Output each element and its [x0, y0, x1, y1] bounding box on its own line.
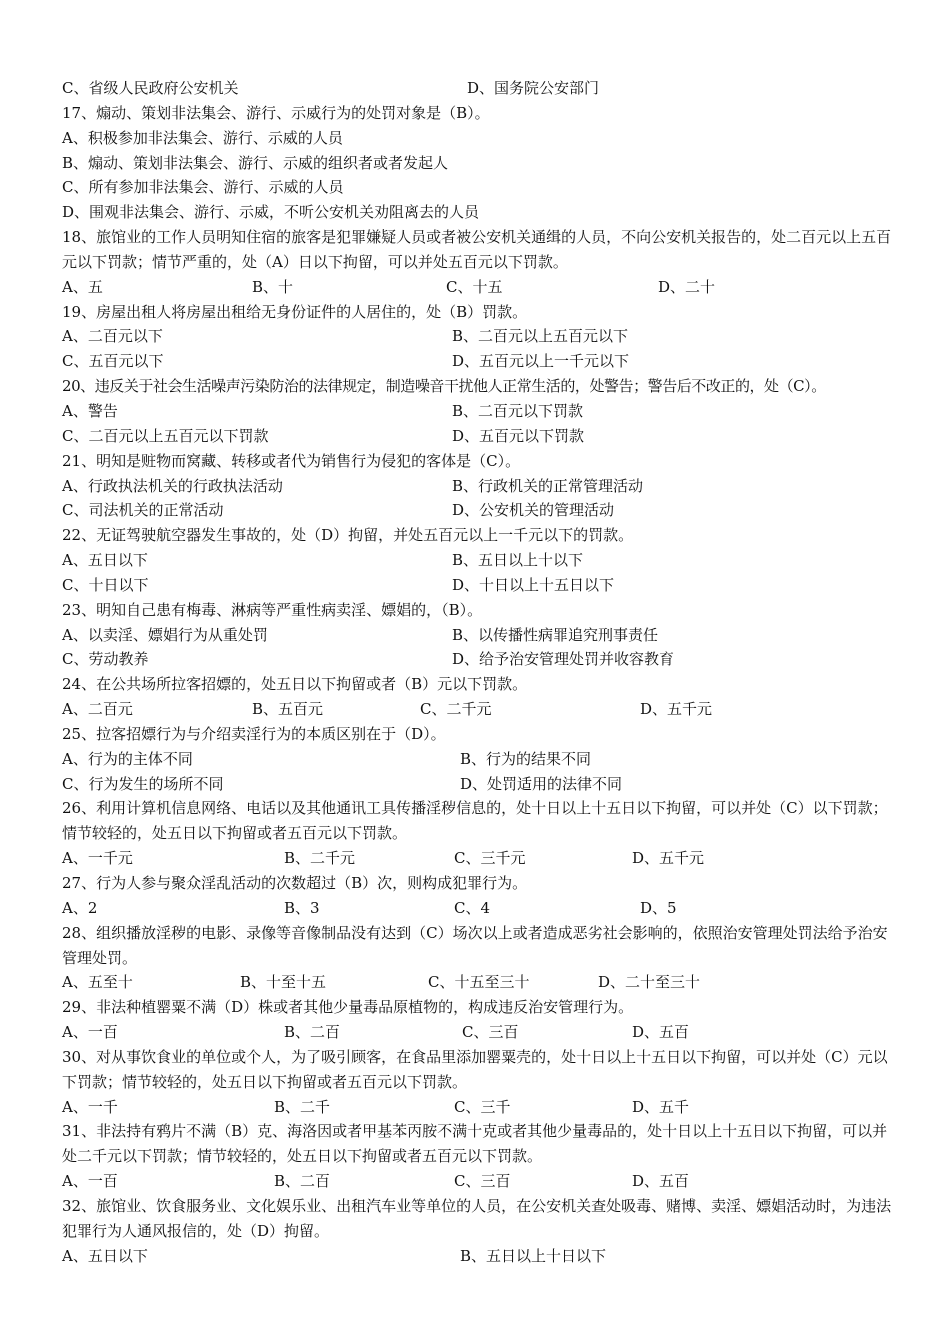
option-a: A、积极参加非法集会、游行、示威的人员 — [62, 128, 343, 147]
option-a: A、一千 — [62, 1097, 118, 1116]
options-row — [62, 573, 894, 598]
option-b: B、五日以上十以下 — [452, 551, 584, 570]
option-a: A、一百 — [62, 1023, 118, 1042]
options-row — [62, 474, 894, 499]
question-stem: 23、明知自己患有梅毒、淋病等严重性病卖淫、嫖娼的，（B）。 — [62, 600, 483, 619]
question-stem: 29、非法种植罂粟不满（D）株或者其他少量毒品原植物的，构成违反治安管理行为。 — [62, 998, 634, 1017]
options-row — [62, 623, 894, 648]
option-a: A、五日以下 — [62, 1246, 148, 1265]
question-stem: 27、行为人参与聚众淫乱活动的次数超过（B）次，则构成犯罪行为。 — [62, 874, 528, 892]
question-stem: 17、煽动、策划非法集会、游行、示威行为的处罚对象是（B）。 — [62, 103, 490, 122]
option-b: B、二千 — [274, 1097, 331, 1116]
option-b: B、行政机关的正常管理活动 — [452, 476, 644, 495]
options-row — [62, 846, 894, 871]
option-d: D、二十至三十 — [598, 973, 701, 992]
options-row — [62, 896, 894, 921]
options-row — [62, 697, 894, 722]
option-c: C、省级人民政府公安机关 — [62, 79, 239, 97]
option-b: B、五百元 — [252, 700, 324, 719]
options-row — [62, 772, 894, 797]
option-d: D、五百元以上一千元以下 — [452, 352, 630, 371]
option-c: C、三千元 — [454, 849, 526, 868]
options-row — [62, 399, 894, 424]
option-c: C、五百元以下 — [62, 352, 164, 371]
options-row — [62, 324, 894, 349]
option-c: C、行为发生的场所不同 — [62, 774, 224, 793]
question-stem: 25、拉客招嫖行为与介绍卖淫行为的本质区别在于（D）。 — [62, 724, 446, 743]
options-row — [62, 424, 894, 449]
option-b: B、十 — [252, 277, 294, 296]
option-c: C、4 — [454, 898, 491, 917]
question-stem: 22、无证驾驶航空器发生事故的，处（D）拘留，并处五百元以上一千元以下的罚款。 — [62, 526, 634, 545]
option-c: C、十五至三十 — [428, 973, 530, 992]
options-row — [62, 349, 894, 374]
option-b: B、二百元以下罚款 — [452, 401, 584, 420]
question-stem: 26、利用计算机信息网络、电话以及其他通讯工具传播淫秽信息的，处十日以上十五日以下拘留，可以并处（C）以下罚款；情节较轻的，处五日以下拘留或者五百元以下罚款。 — [62, 799, 888, 843]
option-d: D、五千元 — [632, 849, 705, 868]
options-row — [62, 76, 894, 101]
option-c: C、三千 — [454, 1097, 511, 1116]
option-c: C、司法机关的正常活动 — [62, 501, 224, 520]
option-d: D、处罚适用的法律不同 — [460, 774, 623, 793]
option-a: A、行政执法机关的行政执法活动 — [62, 476, 283, 495]
option-c: C、所有参加非法集会、游行、示威的人员 — [62, 178, 344, 197]
question-stem: 28、组织播放淫秽的电影、录像等音像制品没有达到（C）场次以上或者造成恶劣社会影响的，依照治安管理处罚法给予治安管理处罚。 — [62, 923, 888, 967]
option-a: A、二百元 — [62, 700, 133, 719]
option-c: C、三百 — [462, 1023, 519, 1042]
option-d: D、五百 — [632, 1023, 690, 1042]
option-d: D、5 — [640, 898, 677, 917]
question-stem: 24、在公共场所拉客招嫖的，处五日以下拘留或者（B）元以下罚款。 — [62, 675, 528, 694]
option-a: A、一百 — [62, 1172, 118, 1191]
option-c: C、二百元以上五百元以下罚款 — [62, 426, 269, 445]
option-d: D、国务院公安部门 — [467, 79, 600, 97]
option-a: A、二百元以下 — [62, 327, 163, 346]
question-stem: 21、明知是赃物而窝藏、转移或者代为销售行为侵犯的客体是（C）。 — [62, 451, 521, 470]
option-b: B、二千元 — [284, 849, 356, 868]
options-row — [62, 747, 894, 772]
question-stem: 18、旅馆业的工作人员明知住宿的旅客是犯罪嫌疑人员或者被公安机关通缉的人员，不向公安机关报告的，处二百元以上五百元以下罚款；情节严重的，处（A）日以下拘留，可以并处五百元以下罚款。 — [62, 228, 892, 271]
option-a: A、行为的主体不同 — [62, 749, 193, 768]
option-c: C、二千元 — [420, 700, 492, 719]
option-c: C、三百 — [454, 1172, 511, 1191]
options-row — [62, 1095, 894, 1120]
option-c: C、十五 — [446, 277, 503, 296]
option-b: B、煽动、策划非法集会、游行、示威的组织者或者发起人 — [62, 153, 449, 172]
option-b: B、二百 — [274, 1172, 331, 1191]
option-a: A、警告 — [62, 401, 118, 420]
option-a: A、一千元 — [62, 849, 133, 868]
option-d: D、五千 — [632, 1097, 690, 1116]
question-stem: 31、非法持有鸦片不满（B）克、海洛因或者甲基苯丙胺不满十克或者其他少量毒品的，处十日以上十五日以下拘留，可以并处二千元以下罚款；情节较轻的，处五日以下拘留或者五百元以下罚款。 — [62, 1122, 888, 1166]
question-stem: 32、旅馆业、饮食服务业、文化娱乐业、出租汽车业等单位的人员，在公安机关查处吸毒、赌博、卖淫、嫖娼活动时，为违法犯罪行为人通风报信的，处（D）拘留。 — [62, 1196, 892, 1240]
option-a: A、五日以下 — [62, 551, 148, 570]
option-c: C、劳动教养 — [62, 650, 149, 669]
question-stem: 19、房屋出租人将房屋出租给无身份证件的人居住的，处（B）罚款。 — [62, 302, 528, 321]
option-d: D、公安机关的管理活动 — [452, 501, 615, 520]
option-d: D、给予治安管理处罚并收容教育 — [452, 650, 675, 669]
question-stem: 20、违反关于社会生活噪声污染防治的法律规定，制造噪音干扰他人正常生活的，处警告；警告后不改正的，处（C）。 — [62, 377, 826, 396]
option-a: A、以卖淫、嫖娼行为从重处罚 — [62, 625, 268, 644]
option-b: B、3 — [284, 898, 320, 917]
options-row — [62, 498, 894, 523]
option-a: A、五 — [62, 277, 103, 296]
option-b: B、二百 — [284, 1023, 341, 1042]
option-c: C、十日以下 — [62, 575, 149, 594]
options-row — [62, 548, 894, 573]
option-a: A、2 — [62, 898, 98, 917]
option-d: D、五百 — [632, 1172, 690, 1191]
option-d: D、围观非法集会、游行、示威，不听公安机关劝阻离去的人员 — [62, 203, 480, 222]
option-b: B、二百元以上五百元以下 — [452, 327, 629, 346]
options-row — [62, 1169, 894, 1194]
option-d: D、二十 — [658, 277, 716, 296]
question-stem: 30、对从事饮食业的单位或个人，为了吸引顾客，在食品里添加罂粟壳的，处十日以上十五日以下拘留，可以并处（C）元以下罚款；情节较轻的，处五日以下拘留或者五百元以下罚款。 — [62, 1047, 888, 1091]
options-row — [62, 1244, 894, 1269]
option-b: B、行为的结果不同 — [460, 749, 592, 768]
options-row — [62, 647, 894, 672]
options-row — [62, 1020, 894, 1045]
option-b: B、以传播性病罪追究刑事责任 — [452, 625, 659, 644]
options-row — [62, 970, 894, 995]
options-row — [62, 275, 894, 300]
option-d: D、十日以上十五日以下 — [452, 575, 615, 594]
option-b: B、五日以上十日以下 — [460, 1246, 607, 1265]
option-d: D、五千元 — [640, 700, 713, 719]
document-page — [62, 76, 894, 1269]
option-a: A、五至十 — [62, 973, 133, 992]
option-d: D、五百元以下罚款 — [452, 426, 585, 445]
option-b: B、十至十五 — [240, 973, 327, 992]
